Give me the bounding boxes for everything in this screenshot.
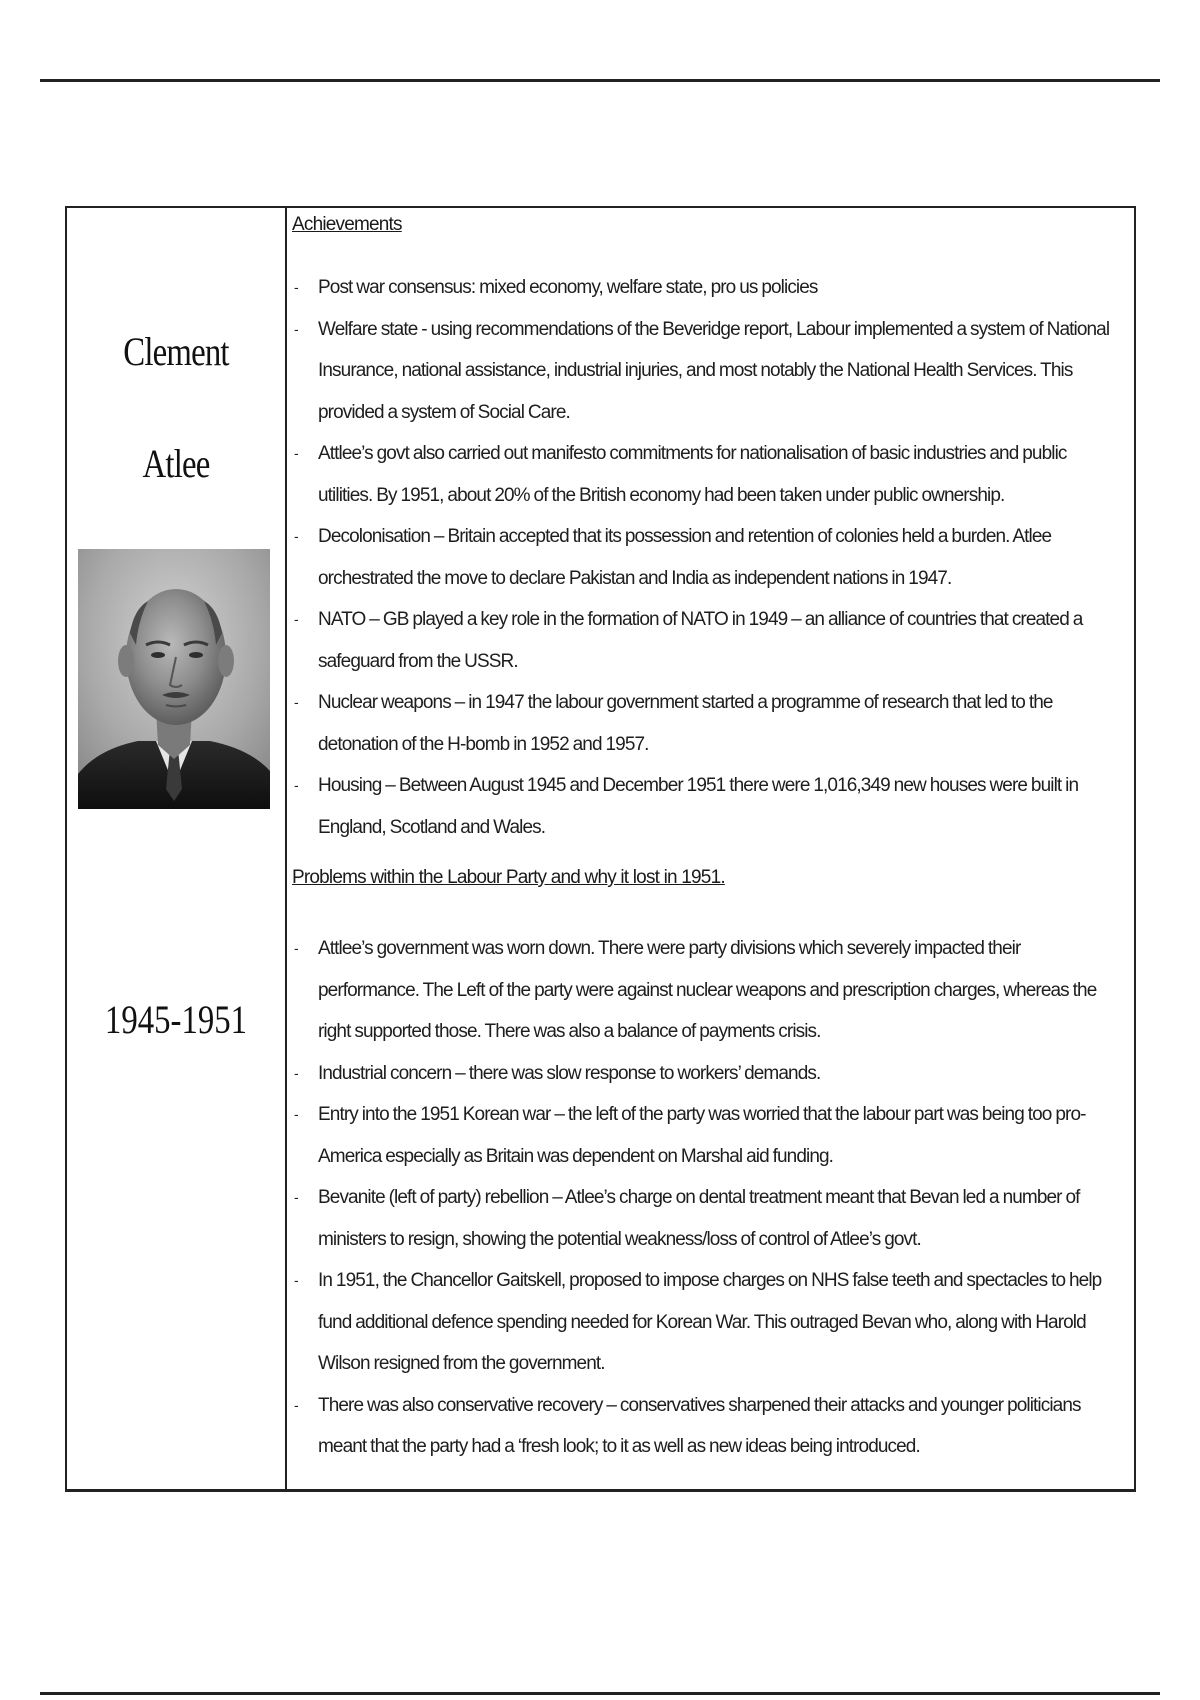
list-item: - Nuclear weapons – in 1947 the labour government started a programme of research that led to the detonation of the H-bomb in 1952 and 1957. [292, 682, 1124, 765]
term-years: 1945-1951 [104, 997, 248, 1042]
list-item: - Post war consensus: mixed economy, welfare state, pro us policies [292, 267, 1124, 309]
list-item: - Industrial concern – there was slow response to workers’ demands. [292, 1053, 1124, 1095]
problems-heading: Problems within the Labour Party and why it lost in 1951. [292, 867, 725, 888]
list-item: - Bevanite (left of party) rebellion – Atlee’s charge on dental treatment meant that Bevan led a number of ministers to resign, showing the potential weakness/loss of control of Atlee’s govt. [292, 1177, 1124, 1260]
list-item: - Decolonisation – Britain accepted that its possession and retention of colonies held a burden. Atlee orchestrated the move to declare Pakistan and India as independent nations in 1947. [292, 516, 1124, 599]
list-item: - Attlee’s govt also carried out manifesto commitments for nationalisation of basic industries and public utilities. By 1951, about 20% of the British economy had been taken under public ownership. [292, 433, 1124, 516]
last-name: Atlee [142, 441, 210, 486]
achievements-heading: Achievements [292, 214, 402, 235]
list-item: - There was also conservative recovery – conservatives sharpened their attacks and younger politicians meant that the party had a ‘fresh look; to it as well as new ideas being introduced. [292, 1385, 1124, 1468]
list-item: - Welfare state - using recommendations of the Beveridge report, Labour implemented a system of National Insurance, national assistance, industrial injuries, and most notably the National Health Services. This provided a system of Social Care. [292, 309, 1124, 434]
portrait-photo [78, 549, 270, 809]
problems-list [292, 928, 1124, 1468]
list-item: - Housing – Between August 1945 and December 1951 there were 1,016,349 new houses were built in England, Scotland and Wales. [292, 765, 1124, 848]
first-name: Clement [123, 329, 229, 374]
list-item: - NATO – GB played a key role in the formation of NATO in 1949 – an alliance of countries that created a safeguard from the USSR. [292, 599, 1124, 682]
bottom-rule [40, 1692, 1160, 1695]
list-item: - In 1951, the Chancellor Gaitskell, proposed to impose charges on NHS false teeth and spectacles to help fund additional defence spending needed for Korean War. This outraged Bevan who, along with Harold Wilson resigned from the government. [292, 1260, 1124, 1385]
profile-column [67, 208, 287, 1489]
list-item: - Entry into the 1951 Korean war – the left of the party was worried that the labour part was being too pro-America especially as Britain was dependent on Marshal aid funding. [292, 1094, 1124, 1177]
achievements-list [292, 267, 1124, 848]
content-column [287, 208, 1134, 1489]
portrait-illustration [78, 549, 270, 809]
list-item: - Attlee’s government was worn down. There were party divisions which severely impacted their performance. The Left of the party were against nuclear weapons and prescription charges, whereas the right supported those. There was also a balance of payments crisis. [292, 928, 1124, 1053]
top-rule [40, 79, 1160, 82]
summary-table [65, 206, 1136, 1492]
